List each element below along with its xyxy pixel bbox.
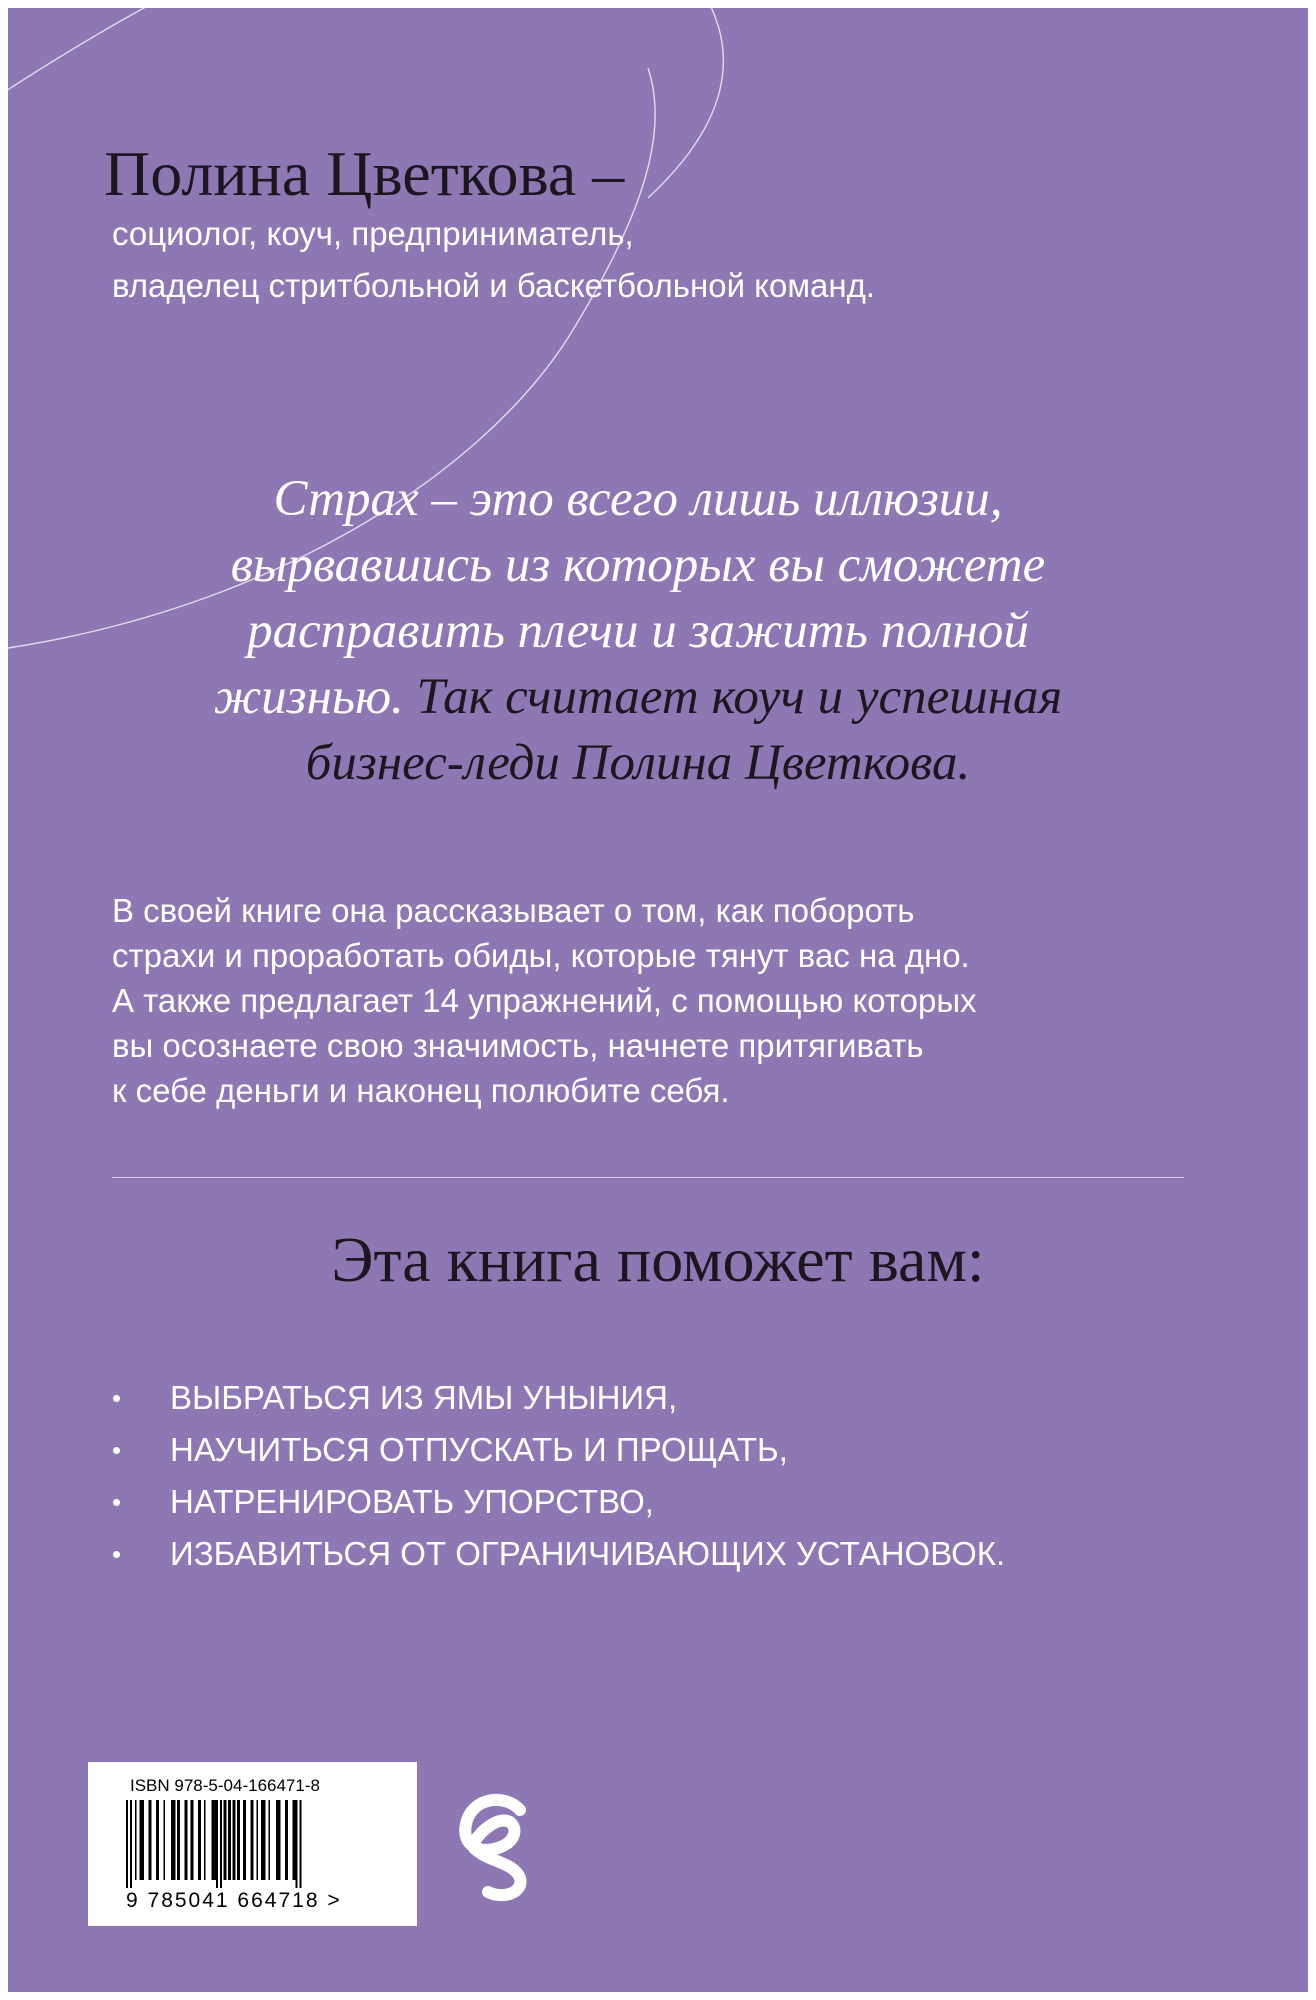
bullet-dot-icon: • (112, 1383, 122, 1413)
barcode-bars (126, 1800, 376, 1888)
quote-line (8, 664, 1268, 730)
publisher-logo-icon (458, 1792, 530, 1902)
bullet-dot-icon: • (112, 1539, 122, 1569)
summary-line: к себе деньги и наконец полюбите себя. (112, 1072, 730, 1109)
section-divider (112, 1177, 1184, 1178)
author-description-line: социолог, коуч, предприниматель, (112, 215, 634, 252)
quote-line: бизнес-леди Полина Цветкова. (305, 735, 971, 791)
list-item (112, 1424, 1005, 1476)
quote-line: расправить плечи и зажить полной (247, 603, 1029, 659)
benefit-text: НАТРЕНИРОВАТЬ УПОРСТВО, (170, 1483, 654, 1520)
list-item (112, 1528, 1005, 1580)
quote-line-part: жизнью. (213, 669, 417, 725)
summary-line: А также предлагает 14 упражнений, с помощью которых (112, 982, 977, 1019)
bullet-dot-icon: • (112, 1435, 122, 1465)
barcode-digits: 9 785041 664718 > (126, 1889, 342, 1912)
benefit-text: ВЫБРАТЬСЯ ИЗ ЯМЫ УНЫНИЯ, (170, 1379, 678, 1416)
quote-line-part: Так считает коуч и успешная (416, 669, 1063, 725)
quote-line: вырвавшись из которых вы сможете (230, 537, 1046, 593)
author-description (112, 208, 875, 312)
book-summary (112, 888, 977, 1113)
benefit-text: ИЗБАВИТЬСЯ ОТ ОГРАНИЧИВАЮЩИХ УСТАНОВОК. (170, 1535, 1006, 1572)
summary-line: вы осознаете свою значимость, начнете притягивать (112, 1027, 924, 1064)
list-item (112, 1372, 1005, 1424)
quote-line: Страх – это всего лишь иллюзии, (273, 471, 1003, 527)
author-description-line: владелец стритбольной и баскетбольной команд. (112, 267, 876, 304)
benefit-text: НАУЧИТЬСЯ ОТПУСКАТЬ И ПРОЩАТЬ, (170, 1431, 788, 1468)
summary-line: страхи и проработать обиды, которые тянут вас на дно. (112, 937, 970, 974)
isbn-barcode (88, 1762, 417, 1926)
benefits-list (112, 1372, 1005, 1580)
book-back-cover (8, 8, 1308, 1992)
author-name: Полина Цветкова – (104, 138, 625, 209)
list-item (112, 1476, 1005, 1528)
isbn-number: ISBN 978-5-04-166471-8 (130, 1776, 320, 1795)
summary-line: В своей книге она рассказывает о том, как побороть (112, 892, 915, 929)
pull-quote (8, 466, 1268, 796)
bullet-dot-icon: • (112, 1487, 122, 1517)
benefits-heading: Эта книга поможет вам: (331, 1224, 985, 1295)
